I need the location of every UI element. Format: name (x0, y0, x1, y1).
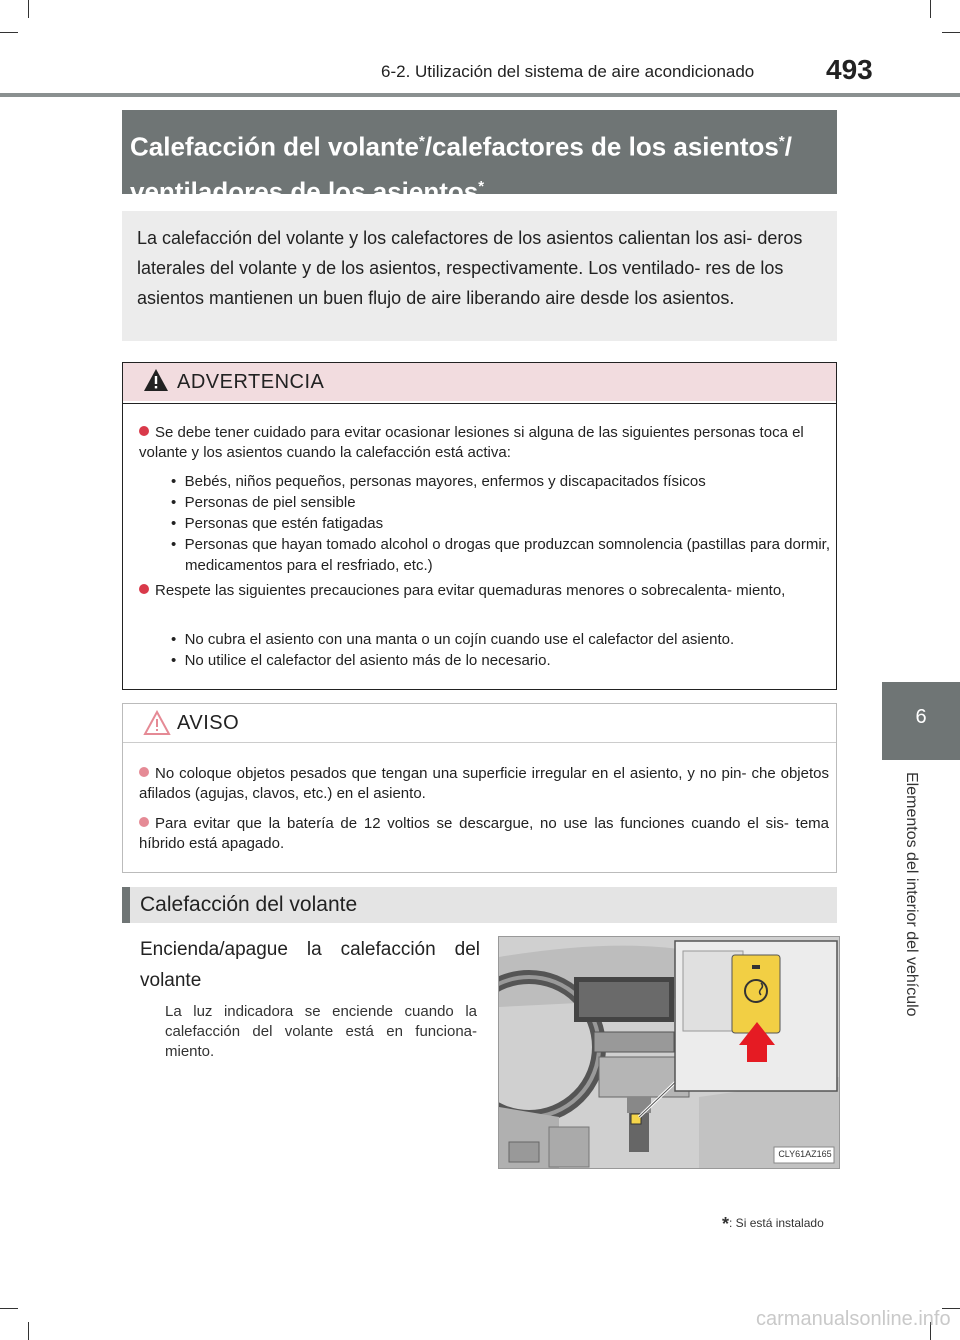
title-part-2: /calefactores de los asientos (424, 131, 779, 162)
warning-label: ADVERTENCIA (177, 371, 325, 393)
notice-bullet-1 (139, 764, 829, 804)
bullet-dot (139, 426, 149, 436)
notice-header (123, 704, 836, 743)
header-rule (0, 93, 960, 97)
title-line-2: ventiladores de los asientos (130, 176, 479, 207)
notice-bullet-1-text: No coloque objetos pesados que tengan una superficie irregular en el asiento, y no pin- che objetos afilados (agujas, clavos, etc.) en el asiento. (139, 765, 829, 802)
crop-mark (28, 0, 29, 18)
list-item: • Bebés, niños pequeños, personas mayores, enfermos y discapacitados físicos (171, 473, 706, 490)
asterisk-mark: * (778, 133, 785, 150)
notice-box (122, 703, 837, 873)
asterisk-mark: * (478, 177, 485, 195)
warning-bullet-1 (139, 423, 829, 463)
dashboard-drawing (499, 937, 839, 1168)
figure-code: CLY61AZ165 (778, 1149, 832, 1159)
bullet-dot (139, 767, 149, 777)
title-part-3: / (784, 131, 792, 162)
list-item: • No cubra el asiento con una manta o un cojín cuando use el calefactor del asiento. (171, 631, 735, 648)
list-item-text: Personas que estén fatigadas (184, 515, 384, 532)
warning-sublist-2 (171, 629, 831, 671)
list-item: • No utilice el calefactor del asiento más de lo necesario. (171, 652, 551, 669)
watermark: carmanualsonline.info (756, 1308, 951, 1330)
list-item: • Personas que hayan tomado alcohol o drogas que produzcan somnolencia (pastillas para dormir, medicamentos para el resfriado, etc.) (171, 536, 830, 574)
chapter-title-text: Elementos del interior del vehículo (903, 772, 920, 1017)
page-title-box (122, 110, 837, 207)
warning-bullet-1-text: Se debe tener cuidado para evitar ocasionar lesiones si alguna de las siguientes personas toca el volante y los asientos cuando la calefacción está activa: (139, 424, 804, 461)
warning-sublist-1 (171, 471, 831, 576)
caution-triangle-icon (143, 710, 171, 736)
list-item: • Personas que estén fatigadas (171, 515, 384, 532)
intro-box (122, 211, 837, 341)
crop-mark (28, 1322, 29, 1340)
page-number: 493 (826, 54, 873, 85)
list-item-text: Bebés, niños pequeños, personas mayores, enfermos y discapacitados físicos (184, 473, 706, 490)
bullet-dot (139, 584, 149, 594)
warning-header (123, 363, 836, 401)
instruction-text: Encienda/apague la calefacción del volante (140, 939, 480, 991)
warning-bullet-2-text: Respete las siguientes precauciones para evitar quemaduras menores o sobrecalenta- miento, (155, 582, 786, 599)
intro-text: La calefacción del volante y los calefactores de los asientos calientan los asi- deros laterales del volante y de los asientos, respectivamente. Los ventilado- res de los asientos mantienen un buen flujo de aire liberando aire desde los asientos. (137, 228, 803, 308)
crop-mark (0, 1308, 18, 1309)
warning-box (122, 362, 837, 690)
page-title (130, 122, 835, 211)
dashboard-illustration (498, 936, 840, 1169)
list-item: • Personas de piel sensible (171, 494, 356, 511)
list-item-text: No utilice el calefactor del asiento más de lo necesario. (184, 652, 551, 669)
warning-bullet-2 (139, 581, 829, 601)
bullet-dot (139, 817, 149, 827)
list-item-text: Personas que hayan tomado alcohol o drogas que produzcan somnolencia (pastillas para dormir, medicamentos para el resfriado, etc.) (184, 536, 830, 574)
crop-mark (930, 0, 931, 18)
notice-bullet-2-text: Para evitar que la batería de 12 voltios se descargue, no use las funciones cuando el sis- tema híbrido está apagado. (139, 815, 829, 852)
crop-mark (942, 32, 960, 33)
section-header (122, 887, 837, 923)
notice-label: AVISO (177, 712, 240, 734)
notice-bullet-2 (139, 814, 829, 854)
list-item-text: No cubra el asiento con una manta o un cojín cuando use el calefactor del asiento. (184, 631, 735, 648)
list-item-text: Personas de piel sensible (184, 494, 356, 511)
chapter-tab[interactable]: 6 (882, 682, 960, 760)
section-header-title: 6-2. Utilización del sistema de aire acondicionado (381, 62, 755, 81)
instruction-detail: La luz indicadora se enciende cuando la calefacción del volante está en funciona- miento. (165, 1003, 477, 1060)
title-part-1: Calefacción del volante (130, 131, 419, 162)
footnote-asterisk: * (722, 1214, 730, 1234)
asterisk-mark: * (418, 133, 425, 150)
crop-mark (0, 32, 18, 33)
footnote-text: : Si está instalado (729, 1216, 824, 1230)
warning-divider (123, 403, 836, 404)
warning-triangle-icon (143, 368, 169, 392)
section-accent-bar (122, 887, 130, 923)
footnote (722, 1214, 824, 1235)
chapter-title-vertical (900, 772, 924, 1022)
section-title: Calefacción del volante (140, 893, 358, 916)
